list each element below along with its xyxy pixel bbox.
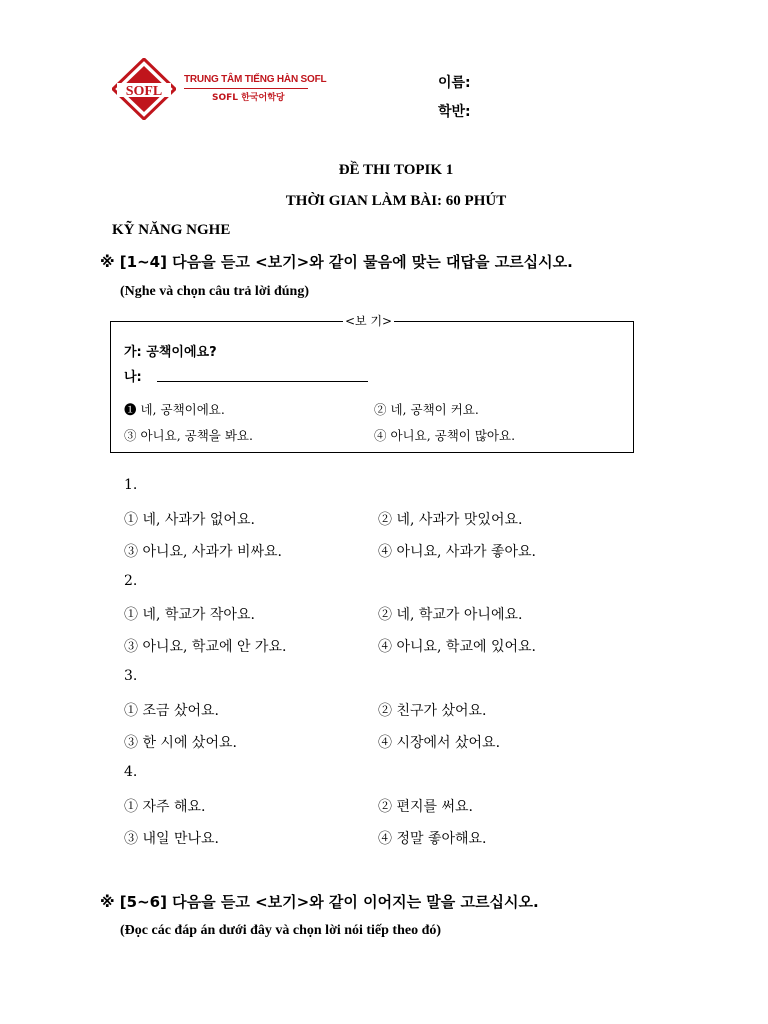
answer-option: ④ 아니요, 사과가 좋아요. [378,544,536,560]
question-number: 4. [124,764,138,780]
answer-option: ② 네, 학교가 아니에요. [378,607,523,623]
section-heading: KỸ NĂNG NGHE [112,222,231,238]
question-number: 1. [124,477,138,493]
answer-option: ② 네, 사과가 맛있어요. [378,512,523,528]
brand-name: TRUNG TÂM TIẾNG HÀN SOFL [184,74,327,85]
example-option: ② 네, 공책이 커요. [374,402,479,417]
answer-option: ③ 아니요, 학교에 안 가요. [124,639,287,655]
answer-option: ② 친구가 샀어요. [378,703,487,719]
example-answer-blank [157,381,368,382]
answer-option: ② 편지를 써요. [378,799,473,815]
sofl-logo [112,58,176,120]
brand-divider [184,88,308,89]
name-label: 이름: [438,75,471,91]
example-option: ④ 아니요, 공책이 많아요. [374,428,516,443]
answer-option: ④ 정말 좋아해요. [378,831,487,847]
answer-option: ③ 한 시에 샀어요. [124,735,237,751]
answer-option: ④ 시장에서 샀어요. [378,735,501,751]
part1-translation: (Nghe và chọn câu trả lời đúng) [120,284,309,299]
example-question: 가: 공책이에요? [124,345,217,360]
example-option: ③ 아니요, 공책을 봐요. [124,428,253,443]
question-number: 3. [124,668,138,684]
part1-instruction: ※ [1~4] 다음을 듣고 <보기>와 같이 물음에 맞는 대답을 고르십시오. [100,253,573,271]
example-option: ❶ 네, 공책이에요. [124,402,225,417]
question-number: 2. [124,573,138,589]
answer-option: ④ 아니요, 학교에 있어요. [378,639,536,655]
example-answer-label: 나: [124,370,142,385]
answer-option: ① 네, 사과가 없어요. [124,512,255,528]
answer-option: ③ 아니요, 사과가 비싸요. [124,544,282,560]
answer-option: ① 네, 학교가 작아요. [124,607,255,623]
brand-subtitle: SOFL 한국어학당 [212,93,285,103]
exam-title: ĐỀ THI TOPIK 1 [338,162,454,178]
class-id-label: 학반: [438,104,471,120]
answer-option: ① 조금 샀어요. [124,703,219,719]
exam-duration: THỜI GIAN LÀM BÀI: 60 PHÚT [285,193,507,209]
part2-translation: (Đọc các đáp án dưới đây và chọn lời nói tiếp theo đó) [120,923,442,938]
example-title: <보 기> [345,314,393,328]
answer-option: ③ 내일 만나요. [124,831,219,847]
part2-instruction: ※ [5~6] 다음을 듣고 <보기>와 같이 이어지는 말을 고르십시오. [100,893,539,911]
logo-text: SOFL [125,84,163,99]
answer-option: ① 자주 해요. [124,799,206,815]
